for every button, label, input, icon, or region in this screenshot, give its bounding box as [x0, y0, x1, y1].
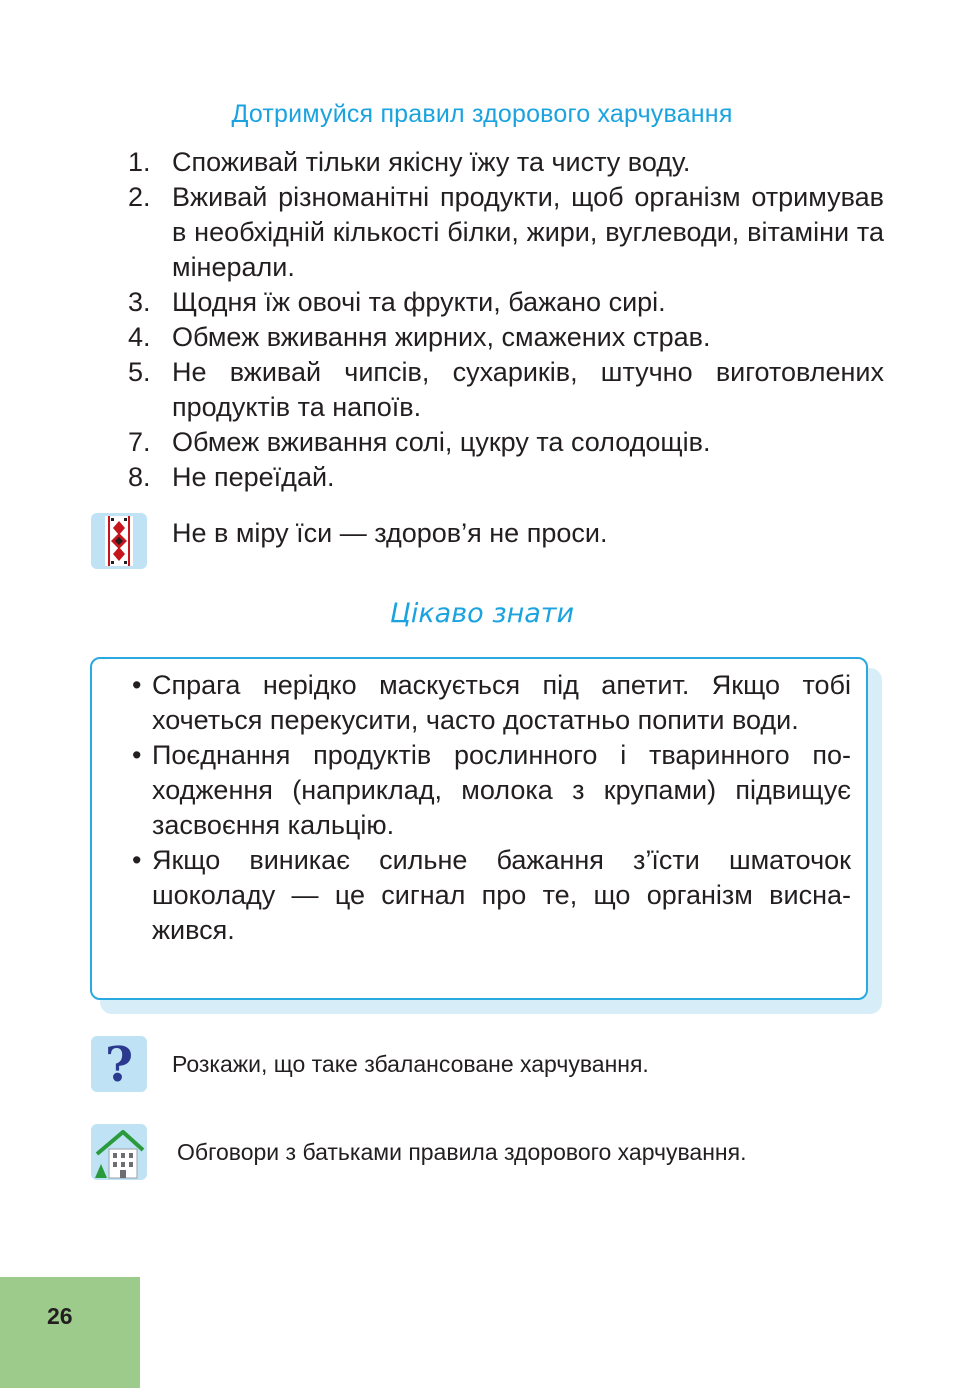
page-number: 26: [47, 1303, 73, 1329]
list-item: [128, 460, 884, 495]
fact-text: Поєднання продуктів рослинного і тваринного походження (наприклад, молока з крупами) підвищує засвоєння кальцію.: [152, 740, 851, 840]
list-item: [132, 738, 851, 843]
bullet-icon: •: [132, 740, 142, 770]
list-item-number: 1.: [128, 147, 151, 177]
list-item-number: 4.: [128, 322, 151, 352]
fact-text: Спрага нерідко маскується під апетит. Якщо тобі хочеться перекусити, часто достатньо попити води.: [152, 670, 851, 735]
list-item: [128, 180, 884, 285]
proverb-text: Не в міру їси — здоров’я не проси.: [172, 518, 608, 548]
list-item-number: 2.: [128, 182, 151, 212]
page-number-tab: [0, 1277, 140, 1388]
fact-text: Якщо виникає сильне бажання з’їсти шматочок шоколаду — це сигнал про те, що організм виснажився.: [152, 845, 851, 945]
interesting-facts-heading: Цікаво знати: [389, 598, 575, 629]
list-item-number: 5.: [128, 357, 151, 387]
section-heading: Дотримуйся правил здорового харчування: [231, 100, 733, 128]
facts-list: [132, 668, 851, 948]
list-item-number: 7.: [128, 427, 151, 457]
list-item-text: Щодня їж овочі та фрукти, бажано сирі.: [172, 287, 666, 317]
list-item-text: Обмеж вживання жирних, смажених страв.: [172, 322, 711, 352]
list-item: [128, 425, 884, 460]
list-item-number: 8.: [128, 462, 151, 492]
list-item: [128, 320, 884, 355]
list-item: [128, 355, 884, 425]
list-item: [128, 285, 884, 320]
list-item: [132, 668, 851, 738]
rules-list: [128, 145, 884, 495]
embroidery-icon: [91, 513, 147, 569]
list-item: [128, 145, 884, 180]
question-mark-icon: ?: [91, 1036, 147, 1092]
list-item: [132, 843, 851, 948]
list-item-text: Вживай різноманітні продукти, щоб організм отримував в необхідній кількості білки, жири, вуглеводи, вітаміни та мінерали.: [172, 182, 884, 282]
house-icon: [91, 1124, 147, 1180]
bullet-icon: •: [132, 670, 142, 700]
list-item-text: Не переїдай.: [172, 462, 335, 492]
list-item-number: 3.: [128, 287, 151, 317]
question-text: Розкажи, що таке збалансоване харчування.: [172, 1051, 649, 1077]
list-item-text: Не вживай чипсів, сухариків, штучно виготовлених продуктів та напоїв.: [172, 357, 884, 422]
list-item-text: Обмеж вживання солі, цукру та солодощів.: [172, 427, 711, 457]
list-item-text: Споживай тільки якісну їжу та чисту воду.: [172, 147, 691, 177]
homework-text: Обговори з батьками правила здорового харчування.: [177, 1139, 747, 1165]
bullet-icon: •: [132, 845, 142, 875]
